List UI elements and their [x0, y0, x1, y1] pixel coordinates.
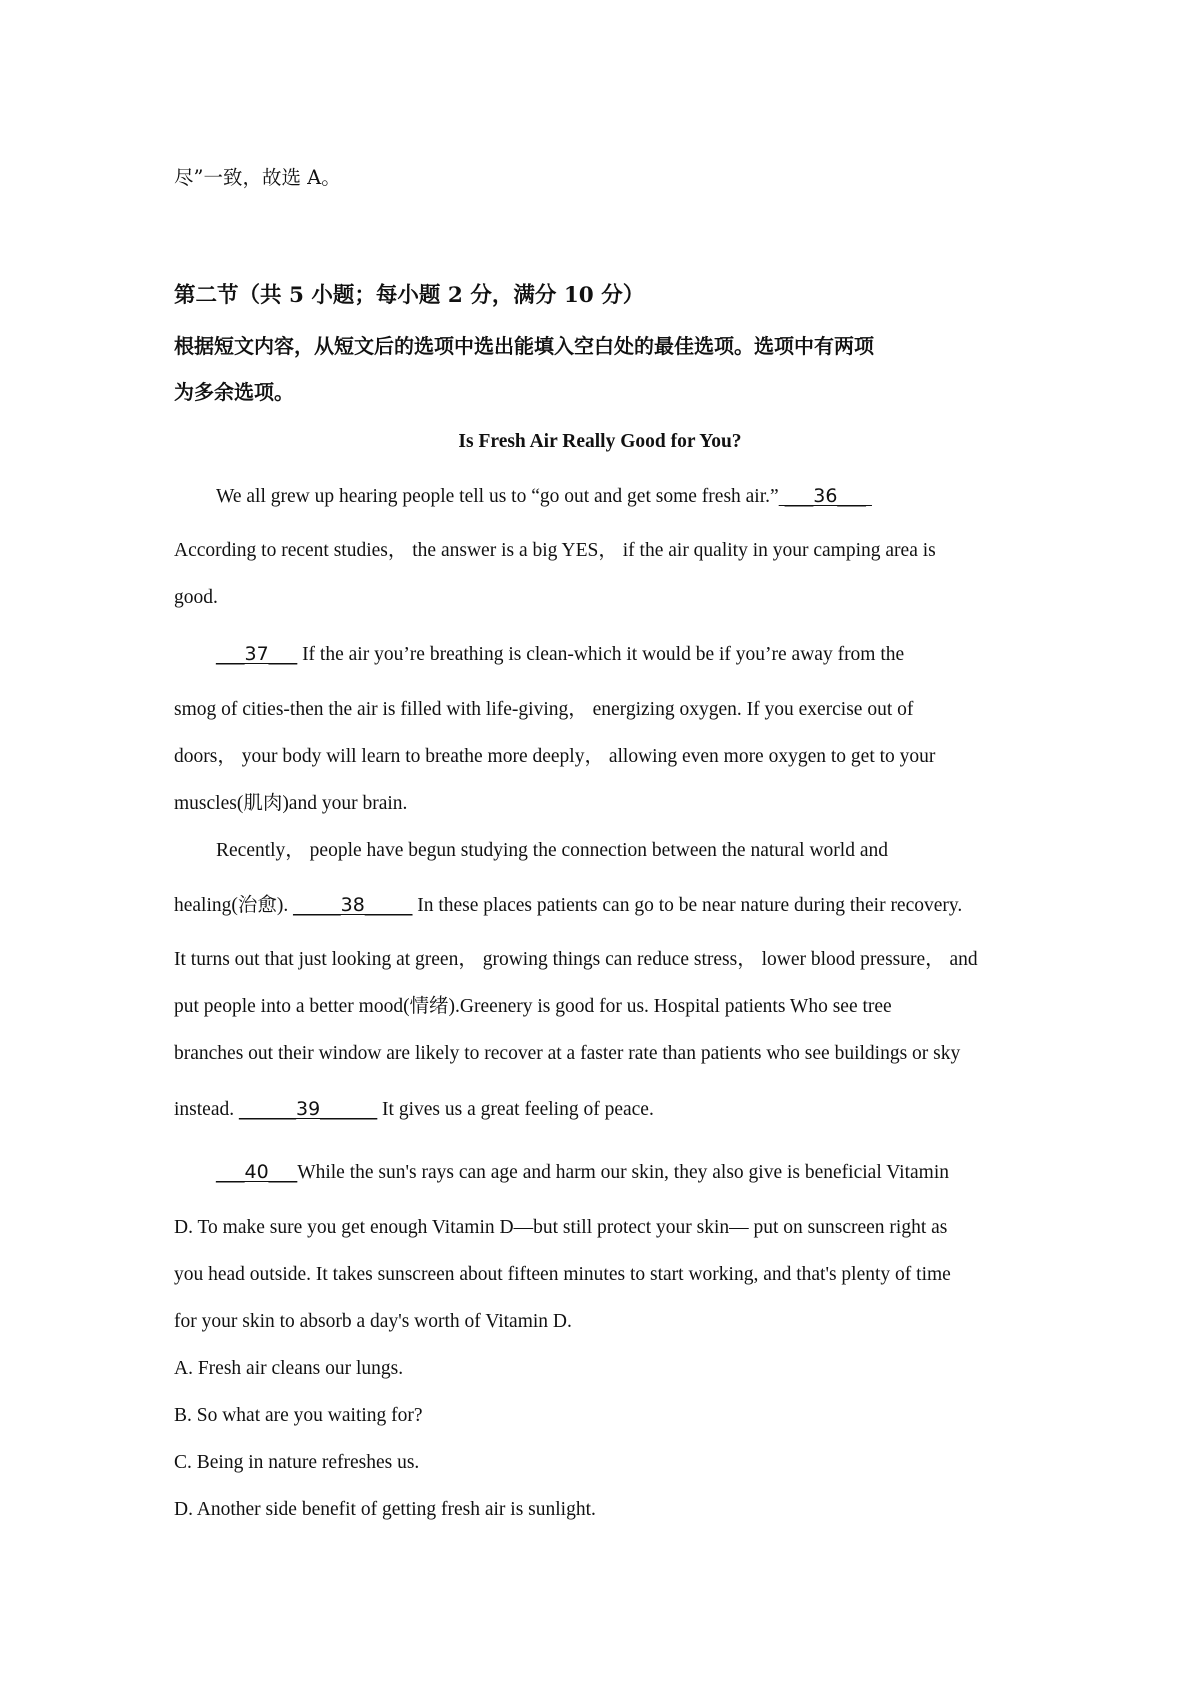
paragraph-3-pre-text: healing(治愈).	[174, 895, 294, 916]
paragraph-3-line-5: branches out their window are likely to recover at a faster rate than patients who see buildings or sky	[174, 1043, 961, 1064]
paragraph-2-line-2: smog of cities-then the air is filled with life-giving， energizing oxygen. If you exercise out of	[174, 699, 914, 720]
paragraph-4-line-2: D. To make sure you get enough Vitamin D—but still protect your skin— put on sunscreen right as	[174, 1217, 948, 1238]
blank-37[interactable]: ___37___	[216, 643, 298, 665]
paragraph-4-line-4: for your skin to absorb a day's worth of Vitamin D.	[174, 1311, 572, 1332]
option-d[interactable]: D. Another side benefit of getting fresh air is sunlight.	[174, 1499, 596, 1520]
paragraph-3-line-1: Recently， people have begun studying the connection between the natural world and	[216, 840, 888, 861]
paragraph-3-line-4: put people into a better mood(情绪).Greenery is good for us. Hospital patients Who see tree	[174, 996, 892, 1017]
paragraph-1-line-3: good.	[174, 587, 218, 608]
option-a[interactable]: A. Fresh air cleans our lungs.	[174, 1358, 404, 1379]
paragraph-4-line-3: you head outside. It takes sunscreen about fifteen minutes to start working, and that's plenty of time	[174, 1264, 951, 1285]
paragraph-4-text: While the sun's rays can age and harm our skin, they also give is beneficial Vitamin	[297, 1162, 949, 1183]
article-title: Is Fresh Air Really Good for You?	[458, 431, 742, 452]
paragraph-2-line-4: muscles(肌肉)and your brain.	[174, 793, 408, 814]
option-b[interactable]: B. So what are you waiting for?	[174, 1405, 423, 1426]
paragraph-3-post-text: In these places patients can go to be near nature during their recovery.	[412, 895, 963, 916]
previous-answer-tail: 尽”一致，故选 A。	[174, 166, 341, 189]
paragraph-1-text: We all grew up hearing people tell us to “go out and get some fresh air.”	[216, 486, 779, 507]
section-instruction-line-1: 根据短文内容，从短文后的选项中选出能填入空白处的最佳选项。选项中有两项	[174, 334, 874, 358]
paragraph-3-l6-post-text: It gives us a great feeling of peace.	[377, 1099, 654, 1120]
paragraph-3-line-2	[174, 896, 962, 916]
section-instruction-line-2: 为多余选项。	[174, 380, 294, 404]
paragraph-4-line-1	[216, 1163, 949, 1183]
paragraph-2-text: If the air you’re breathing is clean-which it would be if you’re away from the	[297, 644, 905, 665]
blank-38[interactable]: _____38_____	[293, 894, 413, 916]
paragraph-2-line-3: doors， your body will learn to breathe more deeply， allowing even more oxygen to get to your	[174, 746, 936, 767]
paragraph-1-line-2: According to recent studies， the answer is a big YES， if the air quality in your camping area is	[174, 540, 936, 561]
blank-39[interactable]: ______39______	[238, 1098, 378, 1120]
blank-40[interactable]: ___40___	[216, 1161, 298, 1183]
section-heading: 第二节（共 5 小题；每小题 2 分，满分 10 分）	[174, 283, 645, 308]
paragraph-2-line-1	[216, 645, 904, 665]
paragraph-3-l6-pre-text: instead.	[174, 1099, 239, 1120]
option-c[interactable]: C. Being in nature refreshes us.	[174, 1452, 420, 1473]
paragraph-1-line-1	[216, 487, 872, 507]
paragraph-3-line-3: It turns out that just looking at green， growing things can reduce stress， lower blood pressure， and	[174, 949, 978, 970]
paragraph-3-line-6	[174, 1100, 654, 1120]
blank-36[interactable]: ___36___	[778, 485, 872, 507]
